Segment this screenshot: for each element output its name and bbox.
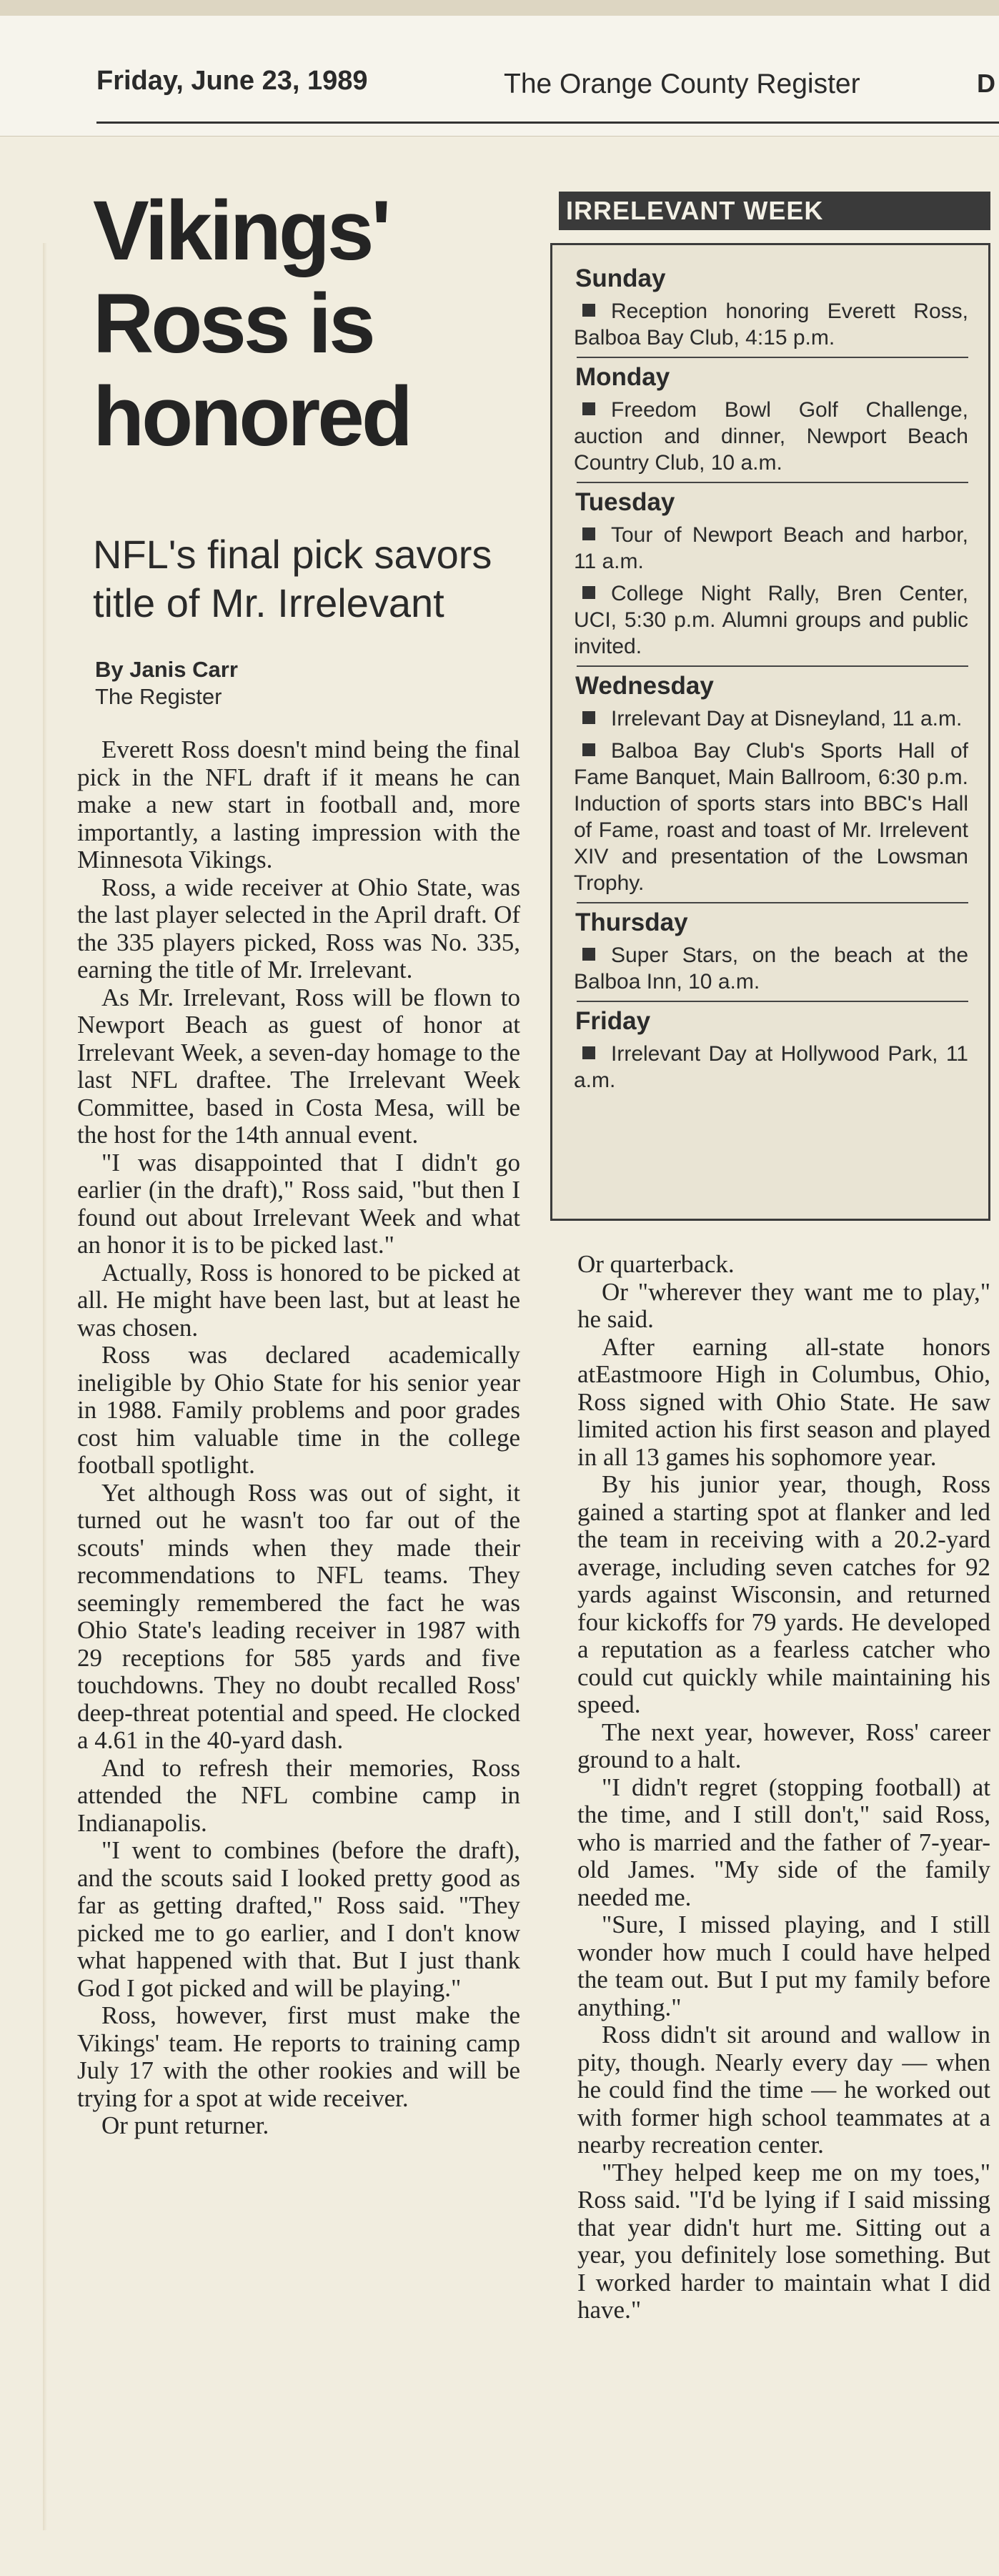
masthead (96, 66, 999, 124)
headline-line: Vikings' (93, 184, 389, 278)
subhead-line: NFL's final pick savors (93, 532, 492, 577)
paragraph: Ross, however, first must make the Vikings' team. He reports to training camp July 17 with the other rookies and will be trying for a spot at wide receiver. (77, 2001, 520, 2112)
paragraph: Actually, Ross is honored to be picked at all. He might have been last, but at least he was chosen. (77, 1258, 520, 1342)
article-column-1 (77, 736, 520, 2140)
sidebar-title: IRRELEVANT WEEK (559, 192, 990, 230)
schedule-event: Freedom Bowl Golf Challenge, auction and dinner, Newport Beach Country Club, 10 a.m. (574, 398, 968, 475)
day-name: Sunday (575, 264, 666, 292)
day-name: Wednesday (575, 672, 714, 700)
paragraph: Ross was declared academically ineligible by Ohio State for his senior year in 1988. Family problems and poor grades cost him valuable time in the college football spotlight. (77, 1341, 520, 1479)
schedule-event: Irrelevant Day at Hollywood Park, 11 a.m. (574, 1042, 968, 1092)
day-name: Friday (575, 1007, 651, 1035)
headline-line: Ross is (93, 277, 373, 371)
bullet-square-icon (582, 402, 595, 415)
schedule-day-tuesday (574, 483, 968, 667)
masthead-strip (0, 0, 999, 137)
paragraph: As Mr. Irrelevant, Ross will be flown to Newport Beach as guest of honor at Irrelevant Week, a seven-day homage to the last NFL draftee. The Irrelevant Week Committee, based in Costa Mesa, will be the host for the 14th annual event. (77, 983, 520, 1149)
paragraph: "I was disappointed that I didn't go earlier (in the draft)," Ross said, "but then I found out about Irrelevant Week and what an honor it is to be picked last." (77, 1148, 520, 1259)
article-column-2 (577, 1251, 990, 2324)
torn-edge (0, 0, 999, 16)
paragraph: Or "wherever they want me to play," he said. (577, 1277, 990, 1333)
schedule-event: Super Stars, on the beach at the Balboa Inn, 10 a.m. (574, 943, 968, 994)
paragraph: By his junior year, though, Ross gained a starting spot at flanker and led the team in receiving with a 20.2-yard average, including seven catches for 92 yards against Wisconsin, and returned four kickoffs for 79 yards. He developed a reputation as a fearless catcher who could cut quickly while maintaining his speed. (577, 1470, 990, 1718)
paragraph: Everett Ross doesn't mind being the final pick in the NFL draft if it means he can make a new start in football and, more importantly, a lasting impression with the Minnesota Vikings. (77, 735, 520, 873)
bullet-square-icon (582, 1046, 595, 1059)
paragraph: Or punt returner. (101, 2111, 269, 2139)
subhead-line: title of Mr. Irrelevant (93, 580, 444, 625)
masthead-paper-name: The Orange County Register (504, 69, 860, 99)
paragraph: The next year, however, Ross' career ground to a halt. (577, 1718, 990, 1773)
paragraph: Or quarterback. (577, 1250, 735, 1278)
irrelevant-week-schedule (550, 243, 990, 1221)
schedule-day-sunday (574, 259, 968, 358)
schedule-event: College Night Rally, Bren Center, UCI, 5:30 p.m. Alumni groups and public invited. (574, 582, 968, 658)
paragraph: "I didn't regret (stopping football) at the time, and I still don't," said Ross, who is married and the father of 7-year-old James. "My side of the family needed me. (577, 1773, 990, 1911)
byline (95, 656, 238, 710)
day-name: Thursday (575, 908, 688, 936)
bullet-square-icon (582, 948, 595, 961)
day-name: Tuesday (575, 488, 675, 516)
paragraph: After earning all-state honors atEastmoore High in Columbus, Ohio, Ross signed with Ohio State. He saw limited action his first season and played in all 13 games his sophomore year. (577, 1332, 990, 1471)
bullet-square-icon (582, 304, 595, 317)
schedule-event: Tour of Newport Beach and harbor, 11 a.m. (574, 523, 968, 573)
byline-author: By Janis Carr (95, 657, 238, 682)
bullet-square-icon (582, 586, 595, 599)
bullet-square-icon (582, 711, 595, 724)
schedule-event: Irrelevant Day at Disneyland, 11 a.m. (574, 705, 968, 732)
bullet-square-icon (582, 527, 595, 540)
paragraph: Ross, a wide receiver at Ohio State, was the last player selected in the April draft. Of the 335 players picked, Ross was No. 335, earning the title of Mr. Irrelevant. (77, 873, 520, 984)
masthead-date: Friday, June 23, 1989 (96, 66, 368, 96)
byline-organization: The Register (95, 684, 222, 709)
headline-line: honored (93, 370, 410, 464)
page-fold-shadow (43, 243, 47, 2530)
paragraph: And to refresh their memories, Ross attended the NFL combine camp in Indianapolis. (77, 1753, 520, 1837)
bullet-square-icon (582, 743, 595, 756)
schedule-day-friday (574, 1002, 968, 1094)
paragraph: "Sure, I missed playing, and I still wonder how much I could have helped the team out. But I put my family before anything." (577, 1911, 990, 2021)
paragraph: Yet although Ross was out of sight, it turned out he wasn't too far out of the scouts' minds when they made their recommendations to NFL teams. They seemingly remembered the fact he was Ohio State's leading receiver in 1987 with 29 receptions for 585 yards and five touchdowns. They no doubt recalled Ross' deep-threat potential and speed. He clocked a 4.61 in the 40-yard dash. (77, 1478, 520, 1754)
schedule-event: Reception honoring Everett Ross, Balboa Bay Club, 4:15 p.m. (574, 299, 968, 350)
schedule-event: Balboa Bay Club's Sports Hall of Fame Banquet, Main Ballroom, 6:30 p.m. Induction of sports stars into BBC's Hall of Fame, roast and toast of Mr. Irrelevent XIV and presentation of the Lowsman Trophy. (574, 739, 968, 895)
masthead-section-letter: D (977, 69, 995, 98)
paragraph: "I went to combines (before the draft), and the scouts said I looked pretty good as far as getting drafted," Ross said. "They picked me to go earlier, and I don't know what happened with that. But I just thank God I got picked and will be playing." (77, 1836, 520, 2002)
paragraph: Ross didn't sit around and wallow in pity, though. Nearly every day — when he could find the time — he worked out with former high school teammates at a nearby recreation center. (577, 2021, 990, 2159)
schedule-day-monday (574, 358, 968, 483)
day-name: Monday (575, 363, 670, 391)
paragraph: "They helped keep me on my toes," Ross said. "I'd be lying if I said missing that year didn't hurt me. Sitting out a year, you definitely lose something. But I worked harder to maintain what I did have." (577, 2158, 990, 2324)
schedule-day-thursday (574, 903, 968, 1002)
headline (93, 184, 522, 463)
subheadline (93, 530, 529, 628)
schedule-day-wednesday (574, 667, 968, 903)
